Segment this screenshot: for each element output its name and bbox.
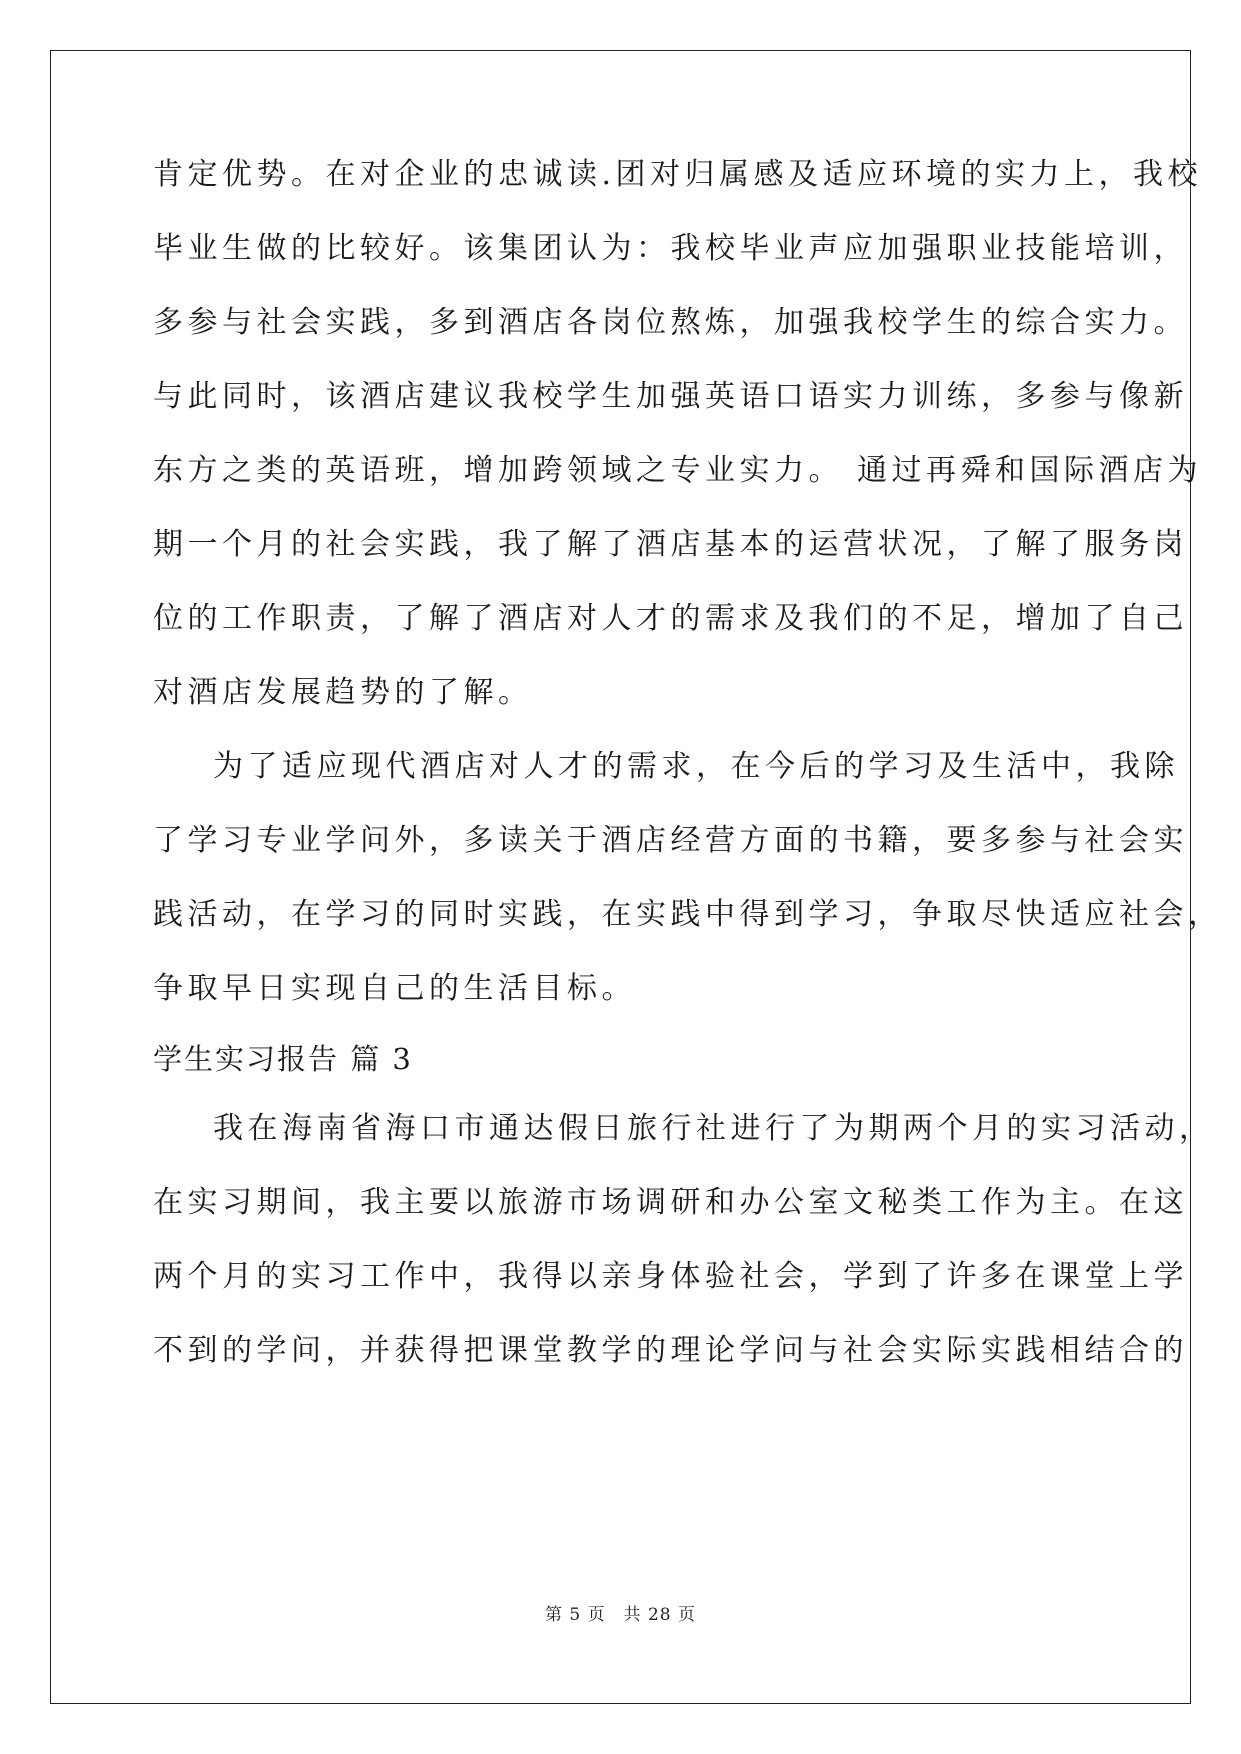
page-number: 第 5 页 共 28 页	[544, 1605, 697, 1625]
paragraph-line: 与此同时，该酒店建议我校学生加强英语口语实力训练，多参与像新	[153, 379, 1188, 414]
paragraph-line: 了学习专业学问外，多读关于酒店经营方面的书籍，要多参与社会实	[153, 823, 1188, 858]
paragraph-line: 争取早日实现自己的生活目标。	[153, 971, 636, 1006]
paragraph-line: 不到的学问，并获得把课堂教学的理论学问与社会实际实践相结合的	[153, 1333, 1188, 1368]
paragraph-line: 为了适应现代酒店对人才的需求，在今后的学习及生活中，我除	[213, 749, 1179, 784]
page-border	[50, 50, 1191, 1704]
paragraph-line: 践活动，在学习的同时实践，在实践中得到学习，争取尽快适应社会，	[153, 897, 1223, 932]
paragraph-line: 位的工作职责，了解了酒店对人才的需求及我们的不足，增加了自己	[153, 601, 1188, 636]
paragraph-line: 多参与社会实践，多到酒店各岗位熬炼，加强我校学生的综合实力。	[153, 305, 1188, 340]
paragraph-line: 肯定优势。在对企业的忠诚读.团对归属感及适应环境的实力上，我校	[153, 157, 1203, 192]
paragraph-line: 两个月的实习工作中，我得以亲身体验社会，学到了许多在课堂上学	[153, 1259, 1188, 1294]
paragraph-line: 我在海南省海口市通达假日旅行社进行了为期两个月的实习活动，	[213, 1111, 1214, 1146]
paragraph-line: 期一个月的社会实践，我了解了酒店基本的运营状况，了解了服务岗	[153, 527, 1188, 562]
paragraph-line: 东方之类的英语班，增加跨领域之专业实力。 通过再舜和国际酒店为	[153, 453, 1203, 488]
section-heading: 学生实习报告 篇 3	[153, 1042, 413, 1076]
paragraph-line: 毕业生做的比较好。该集团认为：我校毕业声应加强职业技能培训，	[153, 231, 1188, 266]
paragraph-line: 对酒店发展趋势的了解。	[153, 675, 533, 710]
paragraph-line: 在实习期间，我主要以旅游市场调研和办公室文秘类工作为主。在这	[153, 1185, 1188, 1220]
